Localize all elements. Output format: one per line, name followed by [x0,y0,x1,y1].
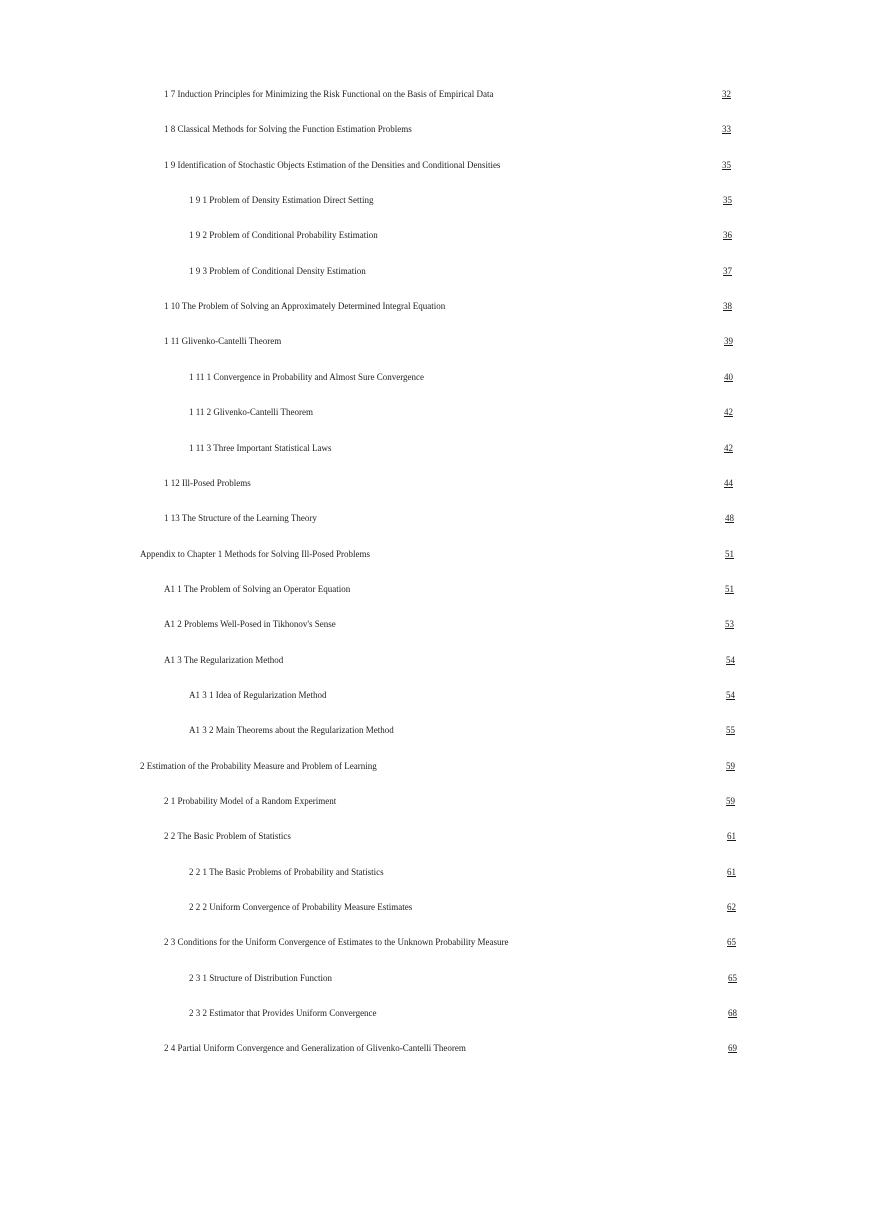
toc-page-number[interactable]: 59 [726,761,735,771]
toc-entry[interactable] [0,935,877,955]
toc-page-number[interactable]: 54 [726,655,735,665]
toc-entry-title: 1 11 2 Glivenko-Cantelli Theorem [189,407,313,417]
toc-page-number[interactable]: 54 [726,690,735,700]
toc-page-number[interactable]: 44 [724,478,733,488]
toc-entry-title: 1 9 Identification of Stochastic Objects Estimation of the Densities and Conditional Densities [164,160,501,170]
toc-page-number[interactable]: 33 [722,124,731,134]
toc-page-number[interactable]: 68 [728,1008,737,1018]
toc-entry-title: 2 3 Conditions for the Uniform Convergence of Estimates to the Unknown Probability Measure [164,937,509,947]
toc-page-number[interactable]: 59 [726,796,735,806]
toc-entry[interactable] [0,228,877,248]
toc-entry-title: 1 13 The Structure of the Learning Theory [164,513,317,523]
toc-page-number[interactable]: 40 [724,372,733,382]
toc-page-number[interactable]: 37 [723,266,732,276]
toc-entry[interactable] [0,370,877,390]
toc-entry[interactable] [0,299,877,319]
toc-entry[interactable] [0,264,877,284]
toc-page-number[interactable]: 42 [724,407,733,417]
toc-entry[interactable] [0,122,877,142]
toc-entry[interactable] [0,87,877,107]
toc-entry[interactable] [0,900,877,920]
toc-page-number[interactable]: 51 [725,549,734,559]
toc-entry-title: 2 3 1 Structure of Distribution Function [189,973,332,983]
toc-entry-title: A1 2 Problems Well-Posed in Tikhonov's Sense [164,619,336,629]
toc-entry[interactable] [0,193,877,213]
toc-page-number[interactable]: 32 [722,89,731,99]
toc-entry[interactable] [0,723,877,743]
toc-entry-title: A1 1 The Problem of Solving an Operator Equation [164,584,351,594]
toc-page-number[interactable]: 65 [727,937,736,947]
toc-entry-title: 2 2 The Basic Problem of Statistics [164,831,291,841]
toc-page-number[interactable]: 65 [728,973,737,983]
toc-entry-title: 1 9 2 Problem of Conditional Probability Estimation [189,230,378,240]
toc-entry[interactable] [0,829,877,849]
toc-page-number[interactable]: 69 [728,1043,737,1053]
toc-entry-title: 1 11 3 Three Important Statistical Laws [189,443,332,453]
toc-entry[interactable] [0,511,877,531]
toc-entry-title: Appendix to Chapter 1 Methods for Solving Ill-Posed Problems [140,549,370,559]
toc-page-number[interactable]: 38 [723,301,732,311]
toc-entry[interactable] [0,334,877,354]
toc-page-number[interactable]: 55 [726,725,735,735]
toc-entry[interactable] [0,158,877,178]
toc-entry-title: 2 4 Partial Uniform Convergence and Generalization of Glivenko-Cantelli Theorem [164,1043,466,1053]
toc-page-number[interactable]: 36 [723,230,732,240]
toc-page-number[interactable]: 62 [727,902,736,912]
toc-entry-title: A1 3 The Regularization Method [164,655,284,665]
toc-page-number[interactable]: 48 [725,513,734,523]
toc-page-number[interactable]: 39 [724,336,733,346]
toc-entry[interactable] [0,971,877,991]
toc-entry-title: 1 10 The Problem of Solving an Approximately Determined Integral Equation [164,301,446,311]
toc-entry[interactable] [0,1041,877,1061]
toc-page-number[interactable]: 61 [727,831,736,841]
toc-entry[interactable] [0,759,877,779]
toc-entry-title: 2 Estimation of the Probability Measure and Problem of Learning [140,761,377,771]
toc-page-number[interactable]: 35 [723,195,732,205]
toc-entry[interactable] [0,547,877,567]
toc-entry-title: A1 3 1 Idea of Regularization Method [189,690,327,700]
toc-page-number[interactable]: 51 [725,584,734,594]
toc-entry-title: 1 9 1 Problem of Density Estimation Direct Setting [189,195,374,205]
toc-entry-title: 1 12 Ill-Posed Problems [164,478,251,488]
toc-page-number[interactable]: 61 [727,867,736,877]
toc-entry-title: 1 7 Induction Principles for Minimizing the Risk Functional on the Basis of Empirical Data [164,89,494,99]
toc-entry[interactable] [0,865,877,885]
toc-entry-title: 2 2 1 The Basic Problems of Probability and Statistics [189,867,384,877]
toc-entry[interactable] [0,405,877,425]
toc-entry-title: 1 11 Glivenko-Cantelli Theorem [164,336,282,346]
toc-page-number[interactable]: 35 [722,160,731,170]
toc-page-number[interactable]: 53 [725,619,734,629]
toc-entry-title: A1 3 2 Main Theorems about the Regularization Method [189,725,394,735]
toc-entry[interactable] [0,582,877,602]
toc-entry-title: 2 3 2 Estimator that Provides Uniform Convergence [189,1008,377,1018]
toc-entry-title: 1 8 Classical Methods for Solving the Function Estimation Problems [164,124,412,134]
toc-entry-title: 2 1 Probability Model of a Random Experiment [164,796,337,806]
toc-page-number[interactable]: 42 [724,443,733,453]
toc-entry-title: 1 11 1 Convergence in Probability and Almost Sure Convergence [189,372,425,382]
toc-entry[interactable] [0,653,877,673]
toc-entry[interactable] [0,476,877,496]
toc-entry-title: 2 2 2 Uniform Convergence of Probability Measure Estimates [189,902,413,912]
toc-entry[interactable] [0,688,877,708]
toc-entry[interactable] [0,617,877,637]
toc-entry[interactable] [0,1006,877,1026]
toc-entry[interactable] [0,441,877,461]
toc-entry-title: 1 9 3 Problem of Conditional Density Estimation [189,266,366,276]
toc-entry[interactable] [0,794,877,814]
